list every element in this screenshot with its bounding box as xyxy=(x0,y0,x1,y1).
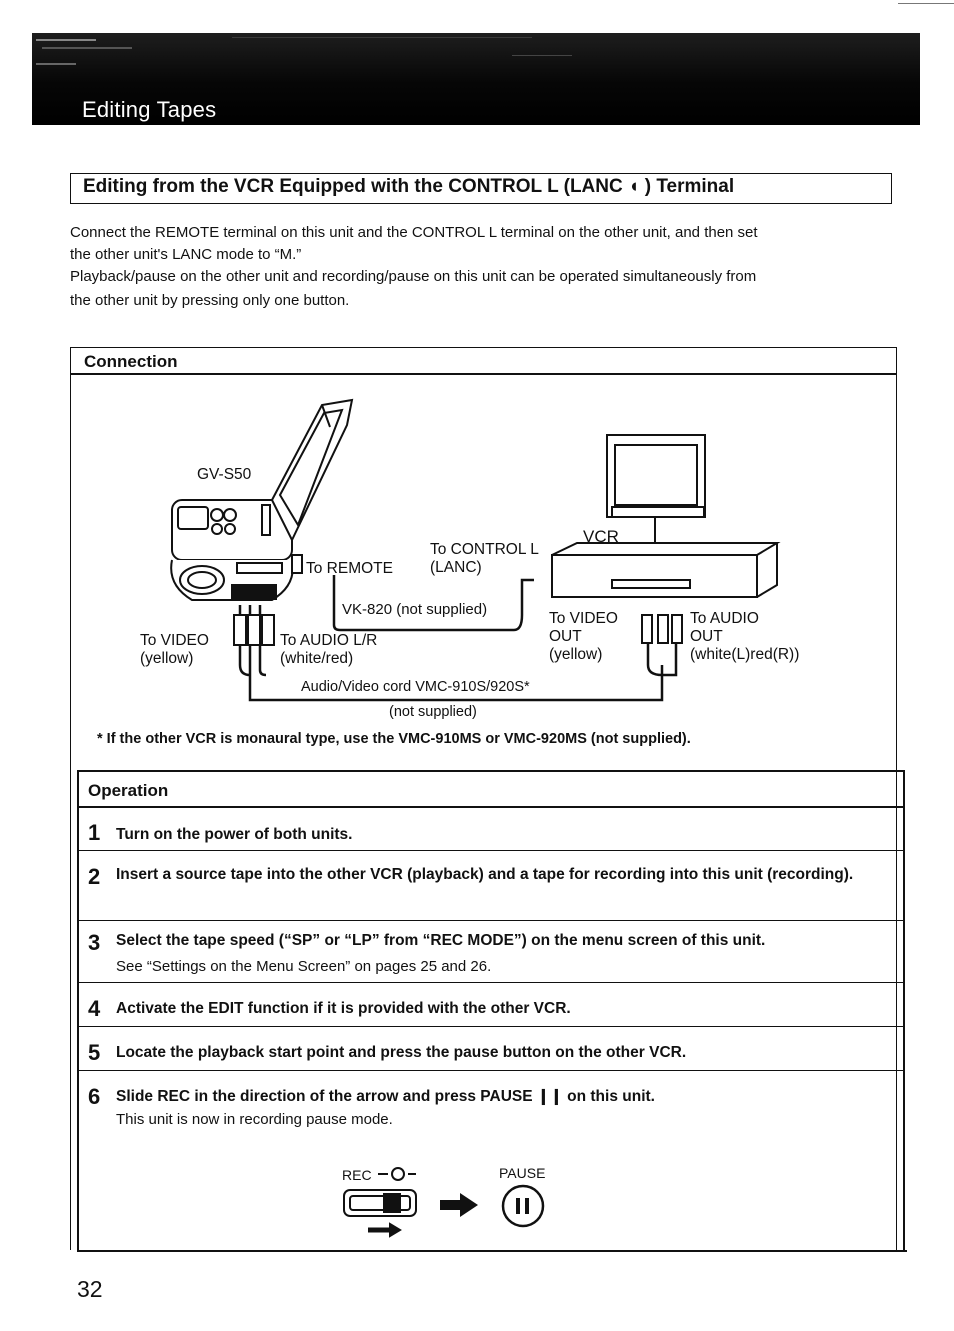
step-rule xyxy=(77,982,904,983)
step-rule xyxy=(77,1070,904,1071)
rec-label: REC xyxy=(342,1167,372,1183)
intro-line: the other unit's LANC mode to “M.” xyxy=(70,246,302,263)
step-text: Activate the EDIT function if it is provided with the other VCR. xyxy=(116,1000,571,1017)
label-to-audio-lr: To AUDIO L/R (white/red) xyxy=(280,632,378,667)
operation-right-rule xyxy=(903,770,905,1250)
step-subtext: This unit is now in recording pause mode. xyxy=(116,1111,393,1128)
rec-pause-illustration xyxy=(340,1150,560,1245)
step-number: 6 xyxy=(88,1084,101,1109)
vcr-illustration xyxy=(552,435,777,597)
label-to-video-left: To VIDEO (yellow) xyxy=(140,632,209,667)
step-number: 5 xyxy=(88,1040,101,1065)
step-rule xyxy=(77,850,904,851)
step-number: 3 xyxy=(88,930,101,955)
label-lanc: (LANC) xyxy=(430,559,482,576)
label-av-cord: Audio/Video cord VMC-910S/920S* xyxy=(301,679,530,695)
arrow-right-icon xyxy=(440,1193,478,1217)
connection-heading: Connection xyxy=(84,352,178,371)
operation-top-rule xyxy=(77,770,904,772)
step-rule xyxy=(77,1026,904,1027)
label-to-control-l: To CONTROL L xyxy=(430,541,539,558)
intro-line: the other unit by pressing only one button. xyxy=(70,292,350,309)
intro-line: Playback/pause on the other unit and recording/pause on this unit can be operated simultaneously from xyxy=(70,268,757,285)
banner-speck xyxy=(42,47,132,49)
pause-label: PAUSE xyxy=(499,1165,546,1181)
step-subtext: See “Settings on the Menu Screen” on pages 25 and 26. xyxy=(116,958,492,975)
step-number: 4 xyxy=(88,996,101,1021)
step-text: Slide REC in the direction of the arrow and press PAUSE ❙❙ on this unit. xyxy=(116,1088,655,1105)
operation-left-rule xyxy=(77,770,79,1251)
top-rule xyxy=(898,3,954,4)
label-gv-s50: GV-S50 xyxy=(197,466,252,483)
section-heading-box xyxy=(70,173,892,204)
step-text: Turn on the power of both units. xyxy=(116,826,353,843)
page-number: 32 xyxy=(77,1276,103,1302)
operation-bottom-rule xyxy=(77,1250,907,1252)
section-heading: Editing from the VCR Equipped with the CONTROL L (LANC ◖ ) Terminal xyxy=(83,176,735,197)
step-text: Select the tape speed (“SP” or “LP” from “REC MODE”) on the menu screen of this unit. xyxy=(116,932,766,949)
label-to-audio-out: To AUDIO OUT (white(L)red(R)) xyxy=(690,610,800,663)
label-to-remote: To REMOTE xyxy=(306,560,393,577)
operation-heading-rule xyxy=(77,806,904,808)
banner-speck xyxy=(232,37,532,38)
banner-speck xyxy=(512,55,572,56)
step-text: Insert a source tape into the other VCR (playback) and a tape for recording into this unit (recording). xyxy=(116,866,854,883)
footnote: * If the other VCR is monaural type, use the VMC-910MS or VMC-920MS (not supplied). xyxy=(97,731,691,747)
step-number: 2 xyxy=(88,864,101,889)
label-to-video-out: To VIDEO OUT (yellow) xyxy=(549,610,618,663)
banner-speck xyxy=(36,39,96,41)
pause-button-icon xyxy=(503,1186,543,1226)
step-number: 1 xyxy=(88,820,101,845)
rec-switch-icon xyxy=(344,1168,416,1236)
intro-line: Connect the REMOTE terminal on this unit and the CONTROL L terminal on the other unit, and then set xyxy=(70,224,758,241)
operation-heading: Operation xyxy=(88,781,169,800)
step-rule xyxy=(77,920,904,921)
page-title: Editing Tapes xyxy=(82,97,217,122)
label-not-supplied: (not supplied) xyxy=(389,704,477,720)
banner-speck xyxy=(36,63,76,65)
label-vk820: VK-820 (not supplied) xyxy=(342,601,488,618)
step-text: Locate the playback start point and press the pause button on the other VCR. xyxy=(116,1044,687,1061)
label-vcr: VCR xyxy=(583,527,619,546)
